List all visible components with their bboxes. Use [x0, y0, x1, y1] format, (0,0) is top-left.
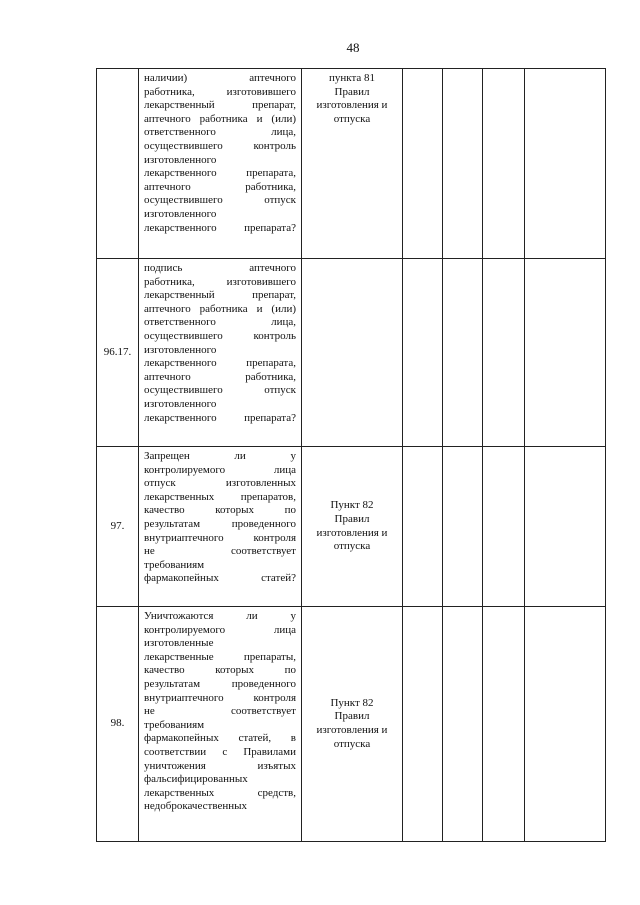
- answer-no-cell[interactable]: [443, 607, 483, 842]
- row-number: 96.17.: [97, 259, 139, 447]
- answer-no-cell[interactable]: [443, 259, 483, 447]
- answer-na-cell[interactable]: [483, 607, 525, 842]
- reference-line: отпуска: [333, 737, 371, 750]
- reference-line: Правил: [334, 710, 370, 723]
- reference-cell: [302, 259, 403, 447]
- notes-cell[interactable]: [525, 447, 606, 607]
- reference-line: Пункт 82: [330, 499, 374, 512]
- reference-line: отпуска: [333, 112, 371, 125]
- answer-yes-cell[interactable]: [403, 607, 443, 842]
- reference-line: Пункт 82: [330, 696, 374, 709]
- reference-line: изготовления и: [316, 526, 388, 539]
- reference-line: изготовления и: [316, 724, 388, 736]
- question-text: Запрещен ли у контролируемого лица отпуск изготовленных лекарственных препаратов, качество которых по результатам проведенного внутриаптечного контроля не соответствует требованиям фармакопейных статей?: [144, 450, 296, 585]
- reference-line: изготовления и: [316, 99, 388, 112]
- notes-cell[interactable]: [525, 259, 606, 447]
- question-cell: [139, 447, 302, 607]
- reference-line: отпуска: [333, 540, 371, 553]
- question-text: подпись аптечного работника, изготовившего лекарственный препарат, аптечного работника и (или) ответственного лица, осуществившего контроль изготовленного лекарственного препарата, аптечного работника, осуществившего отпуск изготовленного лекарственного препарата?: [144, 262, 296, 424]
- notes-cell[interactable]: [525, 69, 606, 259]
- reference-line: Правил: [334, 85, 370, 98]
- answer-na-cell[interactable]: [483, 69, 525, 259]
- question-text: Уничтожаются ли у контролируемого лица изготовленные лекарственные препараты, качество которых по результатам проведенного внутриаптечного контроля не соответствует требованиям фармакопейных статей, в соответствии с Правилами уничтожения изъятых фальсифицированных лекарственных средств, недоброкачественных: [144, 610, 296, 813]
- answer-yes-cell[interactable]: [403, 69, 443, 259]
- question-cell: [139, 607, 302, 842]
- question-text: наличии) аптечного работника, изготовившего лекарственный препарат, аптечного работника и (или) ответственного лица, осуществившего контроль изготовленного лекарственного препарата, аптечного работника, осуществившего отпуск изготовленного лекарственного препарата?: [144, 72, 296, 234]
- row-number: [97, 69, 139, 259]
- row-number: 97.: [97, 447, 139, 607]
- answer-na-cell[interactable]: [483, 447, 525, 607]
- answer-no-cell[interactable]: [443, 447, 483, 607]
- checklist-table: [96, 68, 606, 842]
- reference-cell: [302, 607, 403, 842]
- notes-cell[interactable]: [525, 607, 606, 842]
- row-number: 98.: [97, 607, 139, 842]
- question-cell: [139, 69, 302, 259]
- reference-cell: [302, 69, 403, 259]
- answer-yes-cell[interactable]: [403, 447, 443, 607]
- reference-line: Правил: [334, 512, 370, 525]
- answer-yes-cell[interactable]: [403, 259, 443, 447]
- page-number: 48: [346, 40, 360, 55]
- table-row: [97, 69, 606, 259]
- table-row: [97, 447, 606, 607]
- reference-cell: [302, 447, 403, 607]
- answer-no-cell[interactable]: [443, 69, 483, 259]
- question-cell: [139, 259, 302, 447]
- answer-na-cell[interactable]: [483, 259, 525, 447]
- reference-line: пункта 81: [328, 72, 376, 84]
- table-row: [97, 607, 606, 842]
- table-row: [97, 259, 606, 447]
